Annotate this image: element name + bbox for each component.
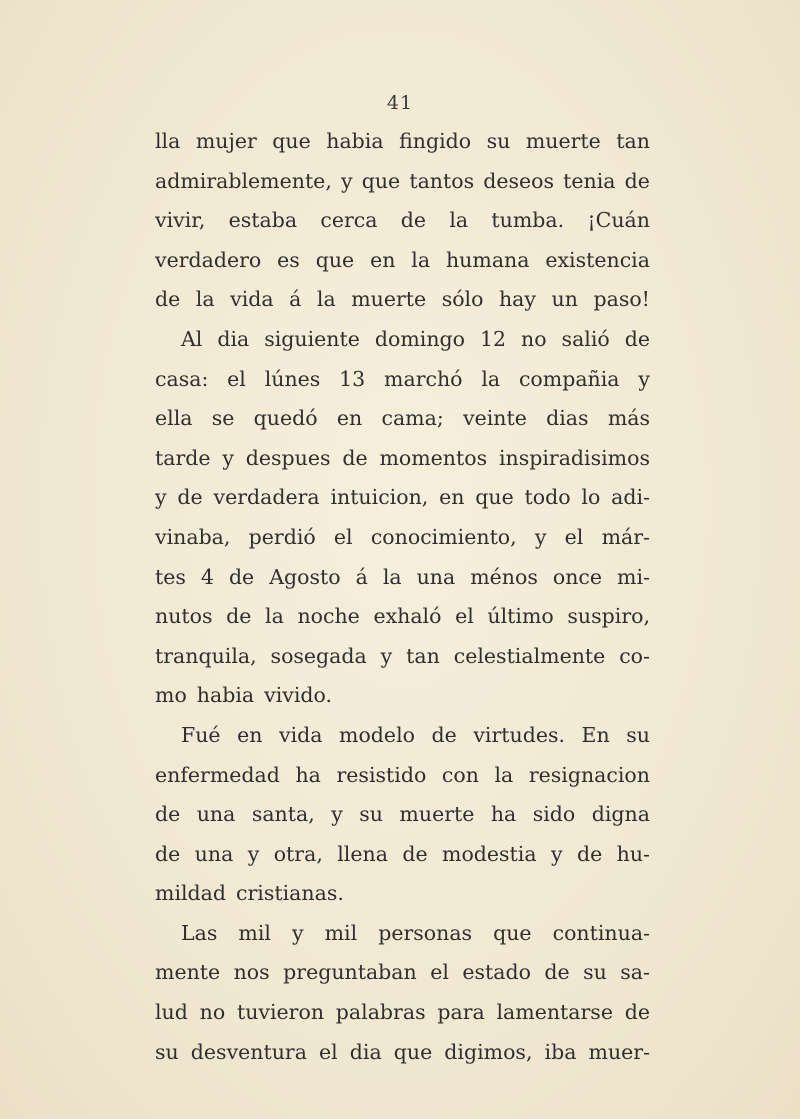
text-line: Las mil y mil personas que continua- (181, 920, 650, 945)
text-line: admirablemente, y que tantos deseos tenia de (155, 168, 650, 193)
text-line: vivir, estaba cerca de la tumba. ¡Cuán (155, 208, 650, 233)
text-line: mo habia vivido. (155, 683, 333, 708)
text-line: vinaba, perdió el conocimiento, y el már- (155, 524, 650, 549)
text-line: Al dia siguiente domingo 12 no salió de (181, 326, 650, 351)
text-line: Fué en vida modelo de virtudes. En su (181, 722, 650, 747)
text-line: verdadero es que en la humana existencia (155, 247, 650, 272)
text-line: lud no tuvieron palabras para lamentarse de (155, 1000, 650, 1025)
text-line: su desventura el dia que digimos, iba muer- (155, 1039, 650, 1064)
page-number: 41 (386, 92, 414, 114)
text-line: tes 4 de Agosto á la una ménos once mi- (155, 564, 650, 589)
text-line: de una y otra, llena de modestia y de hu- (155, 841, 650, 866)
text-line: tarde y despues de momentos inspiradisimos (155, 445, 650, 470)
text-line: mildad cristianas. (155, 881, 344, 906)
text-line: lla mujer que habia fingido su muerte tan (155, 129, 650, 153)
text-line: enfermedad ha resistido con la resignacion (155, 762, 650, 787)
text-line: casa: el lúnes 13 marchó la compañia y (155, 366, 650, 391)
text-line: y de verdadera intuicion, en que todo lo adi- (155, 485, 650, 510)
text-line: tranquila, sosegada y tan celestialmente co- (155, 643, 650, 668)
text-line: ella se quedó en cama; veinte dias más (155, 406, 650, 431)
body-text (155, 122, 650, 1072)
text-line: de una santa, y su muerte ha sido digna (155, 802, 650, 827)
text-line: de la vida á la muerte sólo hay un paso! (155, 287, 650, 312)
text-line: mente nos preguntaban el estado de su sa- (155, 960, 650, 985)
text-line: nutos de la noche exhaló el último suspiro, (155, 604, 650, 629)
